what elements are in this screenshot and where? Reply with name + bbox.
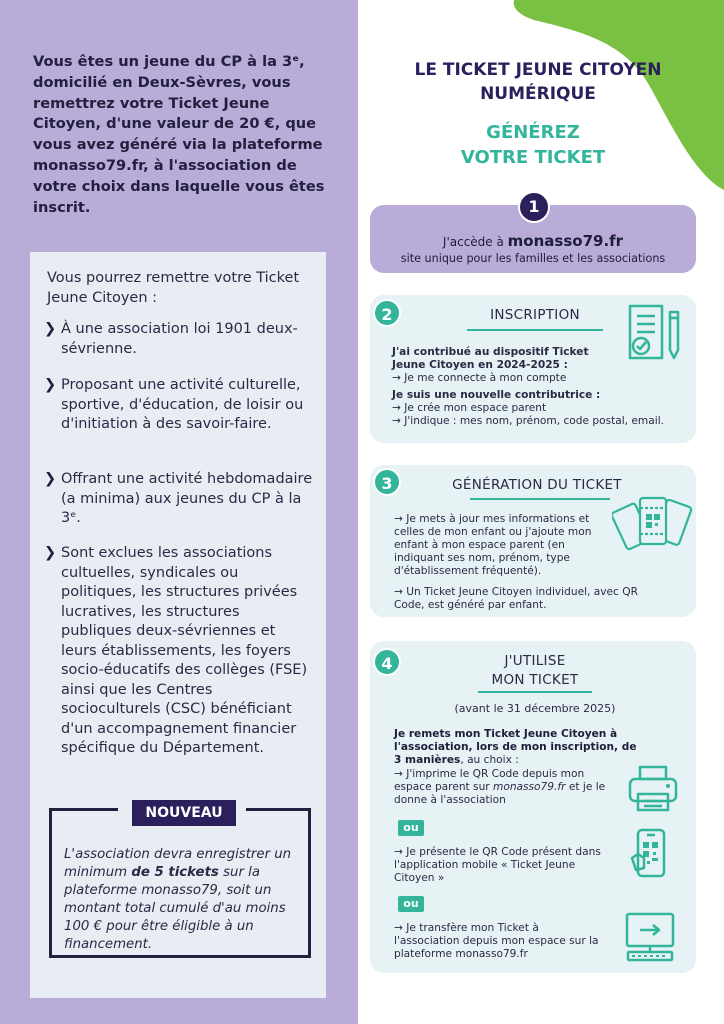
step1-line1: J'accède à monasso79.fr	[442, 232, 624, 250]
computer-transfer-icon	[622, 910, 678, 964]
left-column	[0, 0, 358, 1024]
step3-item2: → Un Ticket Jeune Citoyen individuel, avec QR Code, est généré par enfant.	[394, 586, 638, 611]
chevron-right-icon: ❯	[44, 471, 57, 487]
ou-badge: ou	[398, 820, 424, 836]
chevron-right-icon: ❯	[44, 321, 57, 337]
step2-number: 2	[373, 299, 401, 327]
ou-badge: ou	[398, 896, 424, 912]
chevron-right-icon: ❯	[44, 545, 57, 561]
step4-option3: → Je transfère mon Ticket à l'association depuis mon espace sur la plateforme monasso79.fr	[394, 922, 599, 960]
step4-option1: → J'imprime le QR Code depuis mon espace parent sur monasso79.fr et je le donne à l'association	[394, 768, 606, 806]
step3-item1: → Je mets à jour mes informations et celles de mon enfant ou j'ajoute mon enfant à mon espace parent (en indiquant ses nom, prénom, type d'établissement fréquenté).	[394, 513, 592, 577]
step4-heading: J'UTILISE MON TICKET	[491, 653, 579, 688]
printer-icon	[626, 764, 680, 814]
intro-text: Vous êtes un jeune du CP à la 3ᵉ, domicilié en Deux-Sèvres, vous remettrez votre Ticket Jeune Citoyen, d'une valeur de 20 €, que vous avez généré via la plateforme monasso79.fr, à l'association de votre choix dans laquelle vous êtes inscrit.	[33, 53, 325, 216]
step4-deadline: (avant le 31 décembre 2025)	[454, 702, 616, 715]
nouveau-badge: NOUVEAU	[132, 800, 236, 826]
step4-number: 4	[373, 648, 401, 676]
criterion-item: ❯ À une association loi 1901 deux-sévrienne.	[44, 321, 298, 357]
step2-heading: INSCRIPTION	[490, 307, 580, 323]
step4-option2: → Je présente le QR Code présent dans l'application mobile « Ticket Jeune Citoyen »	[394, 846, 601, 884]
step2-text: J'ai contribué au dispositif Ticket Jeune Citoyen en 2024-2025 : → Je me connecte à mon compte Je suis une nouvelle contributrice : → Je crée mon espace parent → J'indique : mes nom, prénom, code postal, email.	[392, 346, 665, 427]
sub-title: GÉNÉREZ VOTRE TICKET	[460, 122, 606, 168]
smartphone-qr-icon	[628, 828, 674, 880]
nouveau-text: L'association devra enregistrer un minimum de 5 tickets sur la plateforme monasso79, soit un montant total cumulé d'au moins 100 € pour être éligible à un financement.	[64, 847, 292, 952]
tickets-qr-icon	[612, 492, 694, 554]
monasso79-link[interactable]: monasso79.fr	[507, 232, 624, 250]
step1-line2: site unique pour les familles et les associations	[400, 252, 666, 265]
main-title: LE TICKET JEUNE CITOYEN NUMÉRIQUE	[414, 60, 662, 104]
step3-number: 3	[373, 468, 401, 496]
document-checklist-icon	[624, 302, 686, 364]
criterion-item: ❯ Offrant une activité hebdomadaire (a minima) aux jeunes du CP à la 3ᵉ.	[44, 471, 313, 526]
step1-number: 1	[518, 191, 550, 223]
chevron-right-icon: ❯	[44, 377, 57, 393]
step4-intro: Je remets mon Ticket Jeune Citoyen à l'association, lors de mon inscription, de 3 manières, au choix :	[394, 728, 637, 766]
eligibility-title: Vous pourrez remettre votre Ticket Jeune Citoyen :	[47, 270, 300, 306]
criterion-item: ❯ Proposant une activité culturelle, sportive, d'éducation, de loisir ou d'initiation à des savoir-faire.	[44, 377, 304, 432]
step3-heading: GÉNÉRATION DU TICKET	[452, 477, 622, 493]
criterion-item: ❯ Sont exclues les associations cultuelles, syndicales ou politiques, les structures privées lucratives, les structures publiques deux-sévriennes et leurs établissements, les foyers socio-éducatifs des collèges (FSE) ainsi que les Centres socioculturels (CSC) bénéficiant d'un accompagnement financier spécifique du Département.	[44, 545, 308, 756]
